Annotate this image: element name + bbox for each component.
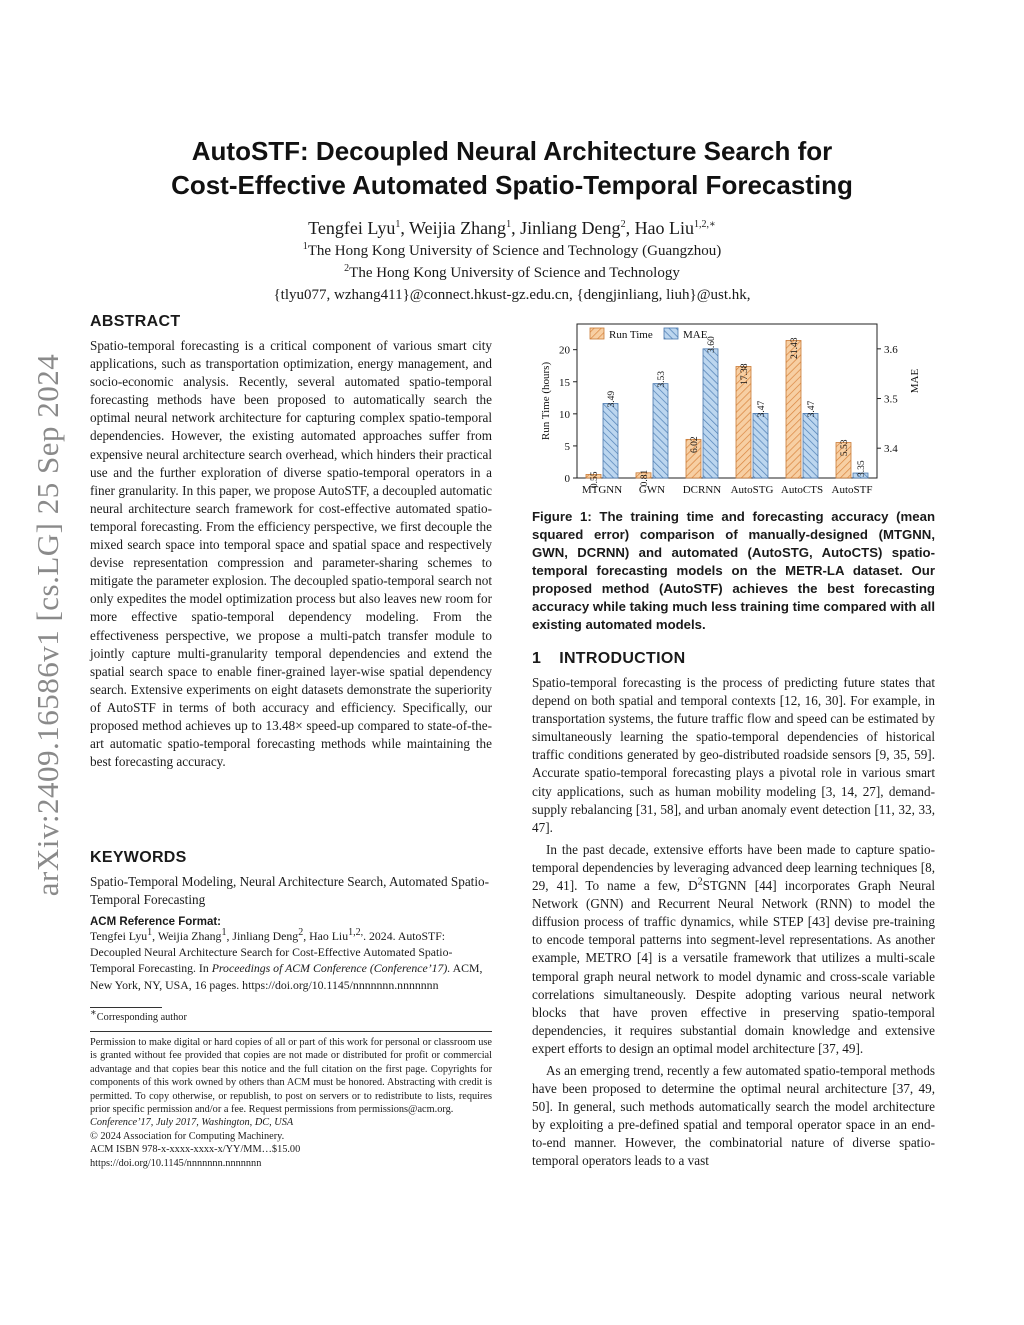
author-name: Jinliang Deng <box>520 218 621 238</box>
footnote: ∗Corresponding author <box>90 1007 187 1023</box>
keywords-section <box>90 849 492 909</box>
category-tick-label: GWN <box>638 484 666 496</box>
left-tick-label: 10 <box>559 408 570 421</box>
permission-block <box>90 1036 492 1170</box>
legend-mae-label: MAE <box>683 329 708 341</box>
mae-bar <box>653 384 668 478</box>
title-line-2: Cost-Effective Automated Spatio-Temporal Forecasting <box>171 170 853 200</box>
paper-title <box>100 134 924 202</box>
abstract-section <box>90 313 492 771</box>
conference-info: Conference’17, July 2017, Washington, DC, USA <box>90 1117 294 1129</box>
affiliation-2: $^2$The Hong Kong University of Science and Technology <box>344 263 680 281</box>
legend-runtime-label: Run Time <box>609 329 653 341</box>
mae-bar <box>803 413 818 478</box>
permission-rule <box>90 1031 492 1032</box>
mae-bar <box>703 349 718 478</box>
introduction-section <box>532 650 935 1171</box>
runtime-value-label: 0.81 <box>640 469 650 487</box>
author-affil-mark: 1,2,∗ <box>694 219 716 230</box>
runtime-value-label: 0.55 <box>590 471 600 489</box>
isbn-line: ACM ISBN 978-x-xxxx-xxxx-x/YY/MM…$15.00 <box>90 1144 301 1156</box>
author-affil-mark: 1 <box>506 219 512 230</box>
acm-reference <box>90 916 492 993</box>
figure-caption: Figure 1: The training time and forecasting accuracy (mean squared error) comparison of manually-designed (MTGNN, GWN, DCRNN) and automated (AutoSTG, AutoCTS) spatio-temporal forecasting models on the METR-LA dataset. Our proposed method (AutoSTF) achieves the best forecasting accuracy while taking much less training time compared with all existing automated models. <box>532 509 935 632</box>
category-tick-label: AutoSTF <box>831 484 873 496</box>
mae-value-label: 3.53 <box>657 370 667 388</box>
author-affil-mark: 2 <box>620 219 626 230</box>
copyright-line: © 2024 Association for Computing Machinery. <box>90 1130 285 1142</box>
author-affil-mark: 1 <box>395 219 401 230</box>
runtime-value-label: 17.38 <box>740 363 750 385</box>
footnote-rule <box>90 1007 162 1008</box>
category-tick-label: AutoCTS <box>780 484 824 496</box>
legend-mae-swatch <box>664 328 678 339</box>
keywords-text: Spatio-Temporal Modeling, Neural Architecture Search, Automated Spatio-Temporal Forecasting <box>90 874 489 908</box>
mae-value-label: 3.60 <box>707 336 717 353</box>
intro-paragraph-2: In the past decade, extensive efforts have been made to capture spatio-temporal dependencies by leveraging advanced deep learning techniques [8, 29, 41]. To name a few, $D^2STGNN$ [44] incorporates Graph Neural Network (GNN) and Recurrent Neural Network (RNN) to model the diffusion process of traffic dynamics, while STEP [43] devise pre-training to encode temporal patterns into segment-level representations. As another example, METRO [4] is a versatile framework that utilizes a multi-scale temporal graph neural network to model dynamic and cross-scale variable correlations simultaneously. Despite adopting various neural network blocks that have proven effective in preserving spatio-temporal dependencies, it requires substantial domain knowledge and extensive expert efforts to design an optimal model architecture [37, 49]. <box>532 841 935 1056</box>
left-tick-label: 0 <box>564 473 570 485</box>
intro-paragraph-3: As an emerging trend, recently a few automated spatio-temporal methods have been proposed to determine the optimal neural architecture [37, 49, 50]. In general, such methods automatically search the model architecture by exploiting a pre-defined spatial and temporal operator space in an end-to-end manner. However, the combinatorial nature of diverse spatio-temporal operators leads to a vast <box>532 1062 935 1169</box>
figure-1-chart <box>532 312 935 502</box>
mae-bar <box>753 413 768 478</box>
category-tick-label: DCRNN <box>682 484 722 496</box>
runtime-value-label: 5.53 <box>840 439 850 457</box>
author-list <box>100 217 924 239</box>
category-tick-label: MTGNN <box>581 484 623 496</box>
acm-reference-heading: ACM Reference Format: <box>90 916 221 928</box>
permission-text: Permission to make digital or hard copies of all or part of this work for personal or classroom use is granted without fee provided that copies are not made or distributed for profit or commercial advantage and that copies bear this notice and the full citation on the first page. Copyrights for components of this work owned by others than ACM must be honored. Abstracting with credit is permitted. To copy otherwise, or republish, to post on servers or to redistribute to lists, requires prior specific permission and/or a fee. Request permissions from permissions@acm.org. <box>90 1037 492 1116</box>
mae-value-label: 3.47 <box>757 400 767 418</box>
mae-value-label: 3.49 <box>607 390 617 408</box>
right-axis-label: MAE <box>909 368 921 394</box>
right-tick-label: 3.4 <box>884 443 898 456</box>
left-tick-label: 5 <box>564 440 570 453</box>
bar-chart <box>532 312 935 502</box>
author-emails: {tlyu077, wzhang411}@connect.hkust-gz.edu.cn, {dengjinliang, liuh}@ust.hk, <box>273 287 751 303</box>
right-tick-label: 3.5 <box>884 393 898 406</box>
doi-line: https://doi.org/10.1145/nnnnnnn.nnnnnnn <box>90 1157 262 1169</box>
runtime-value-label: 6.02 <box>690 436 700 453</box>
left-tick-label: 20 <box>559 344 570 357</box>
arxiv-identifier: arXiv:2409.16586v1 [cs.LG] 25 Sep 2024 <box>30 353 65 897</box>
intro-paragraph-1: Spatio-temporal forecasting is the process of predicting future states that depend on both spatial and temporal contexts [12, 16, 30]. For example, in transportation systems, the future traffic flow and speed can be estimated by simultaneously learning the spatio-temporal dependencies of historical traffic conditions generated by geo-distributed roadside sensors [9, 35, 59]. Accurate spatio-temporal forecasting plays a pivotal role in various smart city applications, such as human mobility modeling [3, 14, 27], demand-supply rebalancing [31, 58], and urban anomaly event detection [11, 32, 33, 47]. <box>532 675 935 835</box>
abstract-text: Spatio-temporal forecasting is a critical component of various smart city applications, such as transportation optimization, energy management, and socio-economic analysis. Recently, several automated spatio-temporal forecasting methods have been proposed to automatically search the optimal neural network architecture for capturing complex spatio-temporal dependencies. However, the existing automated approaches suffer from expensive neural architecture search overhead, which hinders their practical use and the further exploration of diverse spatio-temporal operators in a finer granularity. In this paper, we propose AutoSTF, a decoupled automatic neural architecture search framework for cost-effective automated spatio-temporal forecasting. From the efficiency perspective, we first decouple the mixed search space into temporal space and spatial space and respectively devise representation compression and parameter-sharing schemes to mitigate the parameter explosion. The decoupled spatio-temporal search not only expedites the model optimization process but also leaves new room for more effective spatio-temporal dependency modeling. From the effectiveness perspective, we propose a multi-patch transfer module to jointly capture multi-granularity temporal dependencies and extend the spatial search space to enable finer-grained layer-wise spatial dependency search. Extensive experiments on eight datasets demonstrate the superiority of AutoSTF in terms of both accuracy and efficiency. Specifically, our proposed method achieves up to 13.48× speed-up compared to state-of-the-art automatic spatio-temporal forecasting methods while maintaining the best forecasting accuracy. <box>90 338 492 770</box>
legend-runtime-swatch <box>590 328 604 339</box>
affiliation-1: $^1$The Hong Kong University of Science and Technology (Guangzhou) <box>302 241 722 259</box>
plot-frame <box>577 324 877 478</box>
mae-bar <box>603 403 618 478</box>
acm-reference-text: Tengfei Lyu$^1$, Weijia Zhang$^1$, Jinliang Deng$^2$, Hao Liu$^{1,2,}$. 2024. AutoSTF: Decoupled Neural Architecture Search for Cost-Effective Automated Spatio-Temporal Forecasting. In Proceedings of ACM Conference (Conference’17). ACM, New York, NY, USA, 16 pages. https://doi.org/10.1145/nnnnnnn.nnnnnnn <box>90 927 483 992</box>
left-tick-label: 15 <box>559 376 570 389</box>
author-separator: , <box>400 218 410 238</box>
category-tick-label: AutoSTG <box>730 484 774 496</box>
author-name: Hao Liu <box>634 218 695 238</box>
keywords-heading: KEYWORDS <box>90 849 187 866</box>
title-line-1: AutoSTF: Decoupled Neural Architecture Search for <box>191 136 833 166</box>
affiliations <box>100 240 924 306</box>
introduction-heading: 1 INTRODUCTION <box>532 650 686 667</box>
author-name: Tengfei Lyu <box>308 218 396 238</box>
abstract-heading: ABSTRACT <box>90 313 181 330</box>
right-tick-label: 3.6 <box>884 343 898 356</box>
left-axis-label: Run Time (hours) <box>540 361 552 441</box>
runtime-bar <box>786 340 801 478</box>
mae-value-label: 3.35 <box>857 460 867 478</box>
author-separator: , <box>511 218 521 238</box>
runtime-value-label: 21.43 <box>790 337 800 359</box>
author-separator: , <box>625 218 635 238</box>
acm-reference-venue: Proceedings of ACM Conference (Conference’17). <box>211 961 451 976</box>
author-name: Weijia Zhang <box>409 218 507 238</box>
mae-value-label: 3.47 <box>807 400 817 418</box>
